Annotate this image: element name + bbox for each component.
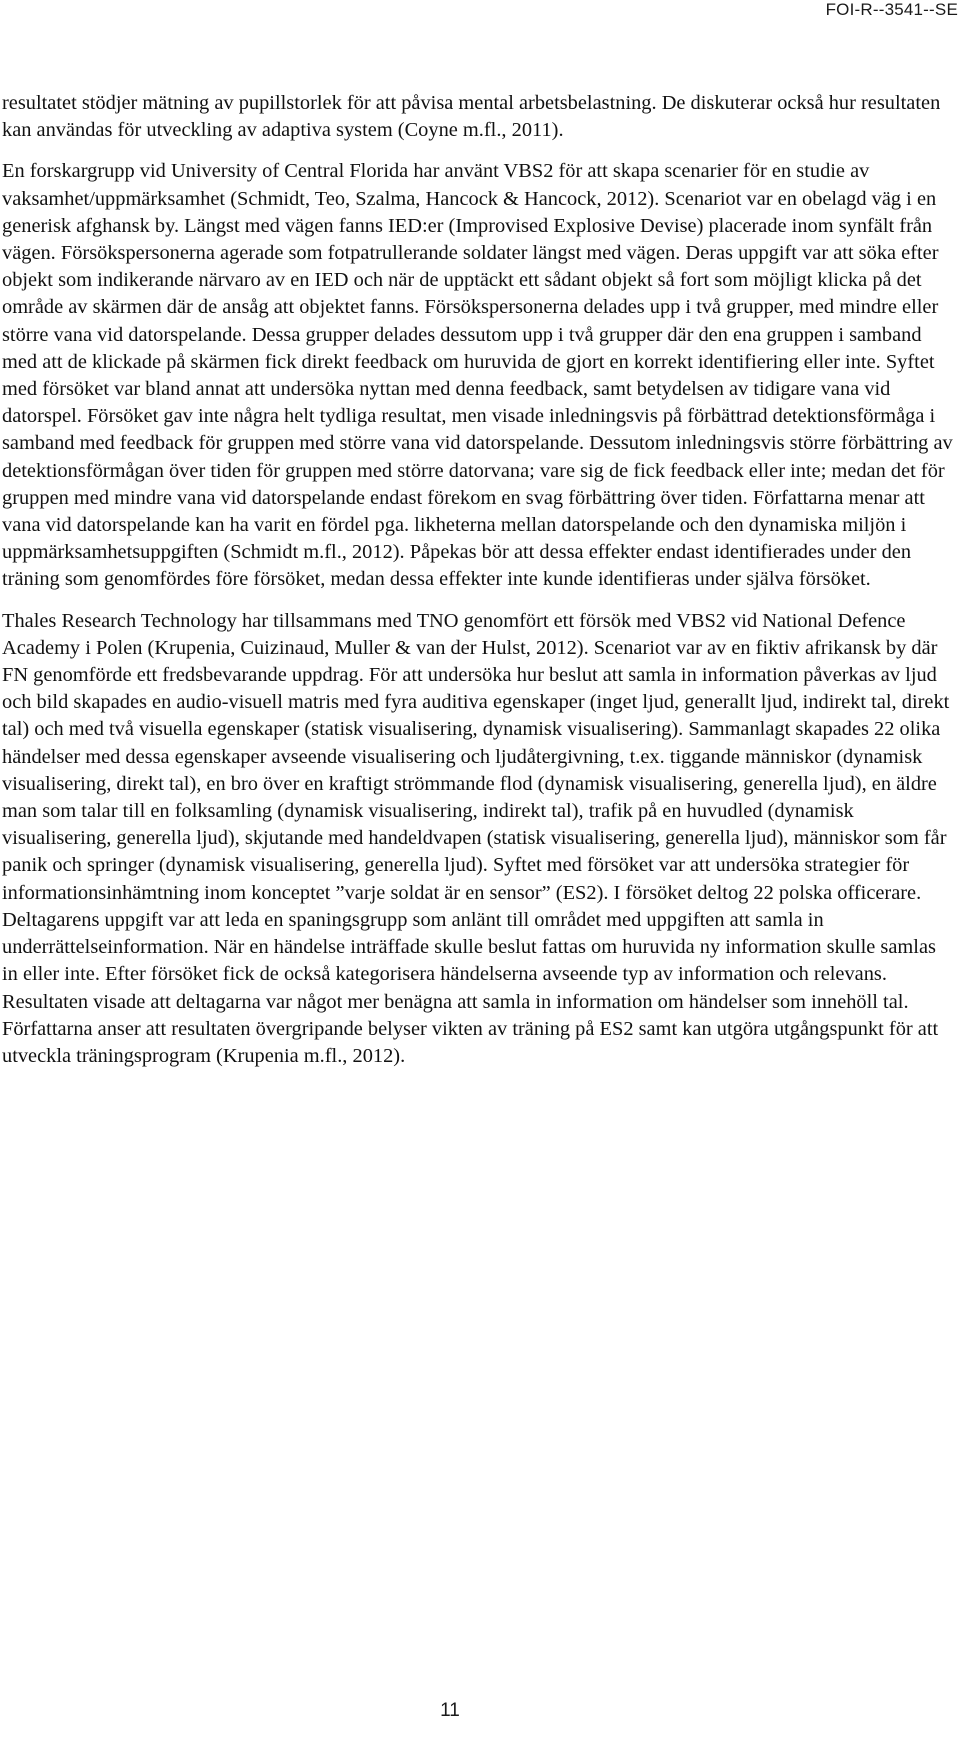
paragraph-thales-tno-study: Thales Research Technology har tillsammans med TNO genomfört ett försök med VBS2 vid National Defence Academy i Polen (Krupenia, Cuizinaud, Muller & van der Hulst, 2012). Scenariot var av en fiktiv afrikansk by där FN genomförde ett fredsbevarande uppdrag. För att undersöka hur beslut att samla in information påverkas av ljud och bild skapades en audio-visuell matris med fyra auditiva egenskaper (inget ljud, generallt ljud, indirekt tal, direkt tal) och med två visuella egenskaper (statisk visualisering, dynamisk visualisering). Sammanlagt skapades 22 olika händelser med dessa egenskaper avseende visualisering och ljudåtergivning, t.ex. tiggande människor (dynamisk visualisering, direkt tal), en bro över en kraftigt strömmande flod (dynamisk visualisering, generella ljud), en äldre man som talar till en folksamling (dynamisk visualisering, indirekt tal), trafik på en huvudled (dynamisk visualisering, generella ljud), skjutande med handeldvapen (statisk visualisering, generella ljud), människor som får panik och springer (dynamisk visualisering, generella ljud). Syftet med försöket var att undersöka strategier för informationsinhämtning inom konceptet ”varje soldat är en sensor” (ES2). I försöket deltog 22 polska officerare. Deltagarens uppgift var att leda en spaningsgrupp som anlänt till området med uppgiften att samla in underrättelseinformation. När en händelse inträffade skulle beslut fattas om huruvida ny information skulle samlas in eller inte. Efter försöket fick de också kategorisera händelserna avseende typ av information och relevans. Resultaten visade att deltagarna var något mer benägna att samla in information om händelser som innehöll tal. Författarna anser att resultaten övergripande belyser vikten av träning på ES2 samt kan utgöra utgångspunkt för att utveckla träningsprogram (Krupenia m.fl., 2012).	[2, 609, 950, 1067]
document-body	[2, 90, 954, 1070]
page-number: 11	[440, 1700, 460, 1721]
paragraph-pupil-size: resultatet stödjer mätning av pupillstorlek för att påvisa mental arbetsbelastning. De diskuterar också hur resultaten kan användas för utveckling av adaptiva system (Coyne m.fl., 2011).	[2, 92, 941, 142]
report-id: FOI-R--3541--SE	[825, 0, 958, 19]
paragraph-ucf-vigilance-study: En forskargrupp vid University of Central Florida har använt VBS2 för att skapa scenarier för en studie av vaksamhet/uppmärksamhet (Schmidt, Teo, Szalma, Hancock & Hancock, 2012). Scenariot var en obelagd väg i en generisk afghansk by. Längst med vägen fanns IED:er (Improvised Explosive Devise) placerade inom synfält från vägen. Försökspersonerna agerade som fotpatrullerande soldater längst med vägen. Deras uppgift var att söka efter objekt som indikerande närvaro av en IED och när de upptäckt ett sådant objekt så fort som möjligt klicka på det område av skärmen där de ansåg att objektet fanns. Försökspersonerna delades upp i två grupper, med mindre eller större vana vid datorspelande. Dessa grupper delades dessutom upp i två grupper där den ena gruppen i samband med att de klickade på skärmen fick direkt feedback om huruvida de gjort en korrekt identifiering eller inte. Syftet med försöket var bland annat att undersöka nyttan med denna feedback, samt betydelsen av tidigare vana vid datorspel. Försöket gav inte några helt tydliga resultat, men visade inledningsvis på förbättrad detektionsförmåga i samband med feedback för gruppen med större vana vid datorspelande. Dessutom inledningsvis större förbättring av detektionsförmågan över tiden för gruppen med större datorvana; vare sig de fick feedback eller inte; medan det för gruppen med mindre vana vid datorspelande endast förekom en svag förbättring över tiden. Författarna menar att vana vid datorspelande kan ha varit en fördel pga. likheterna mellan datorspelande och den dynamiska miljön i uppmärksamhetsuppgiften (Schmidt m.fl., 2012). Påpekas bör att dessa effekter endast identifierades under den träning som genomfördes före försöket, medan dessa effekter inte kunde identifieras under själva försöket.	[2, 160, 953, 591]
